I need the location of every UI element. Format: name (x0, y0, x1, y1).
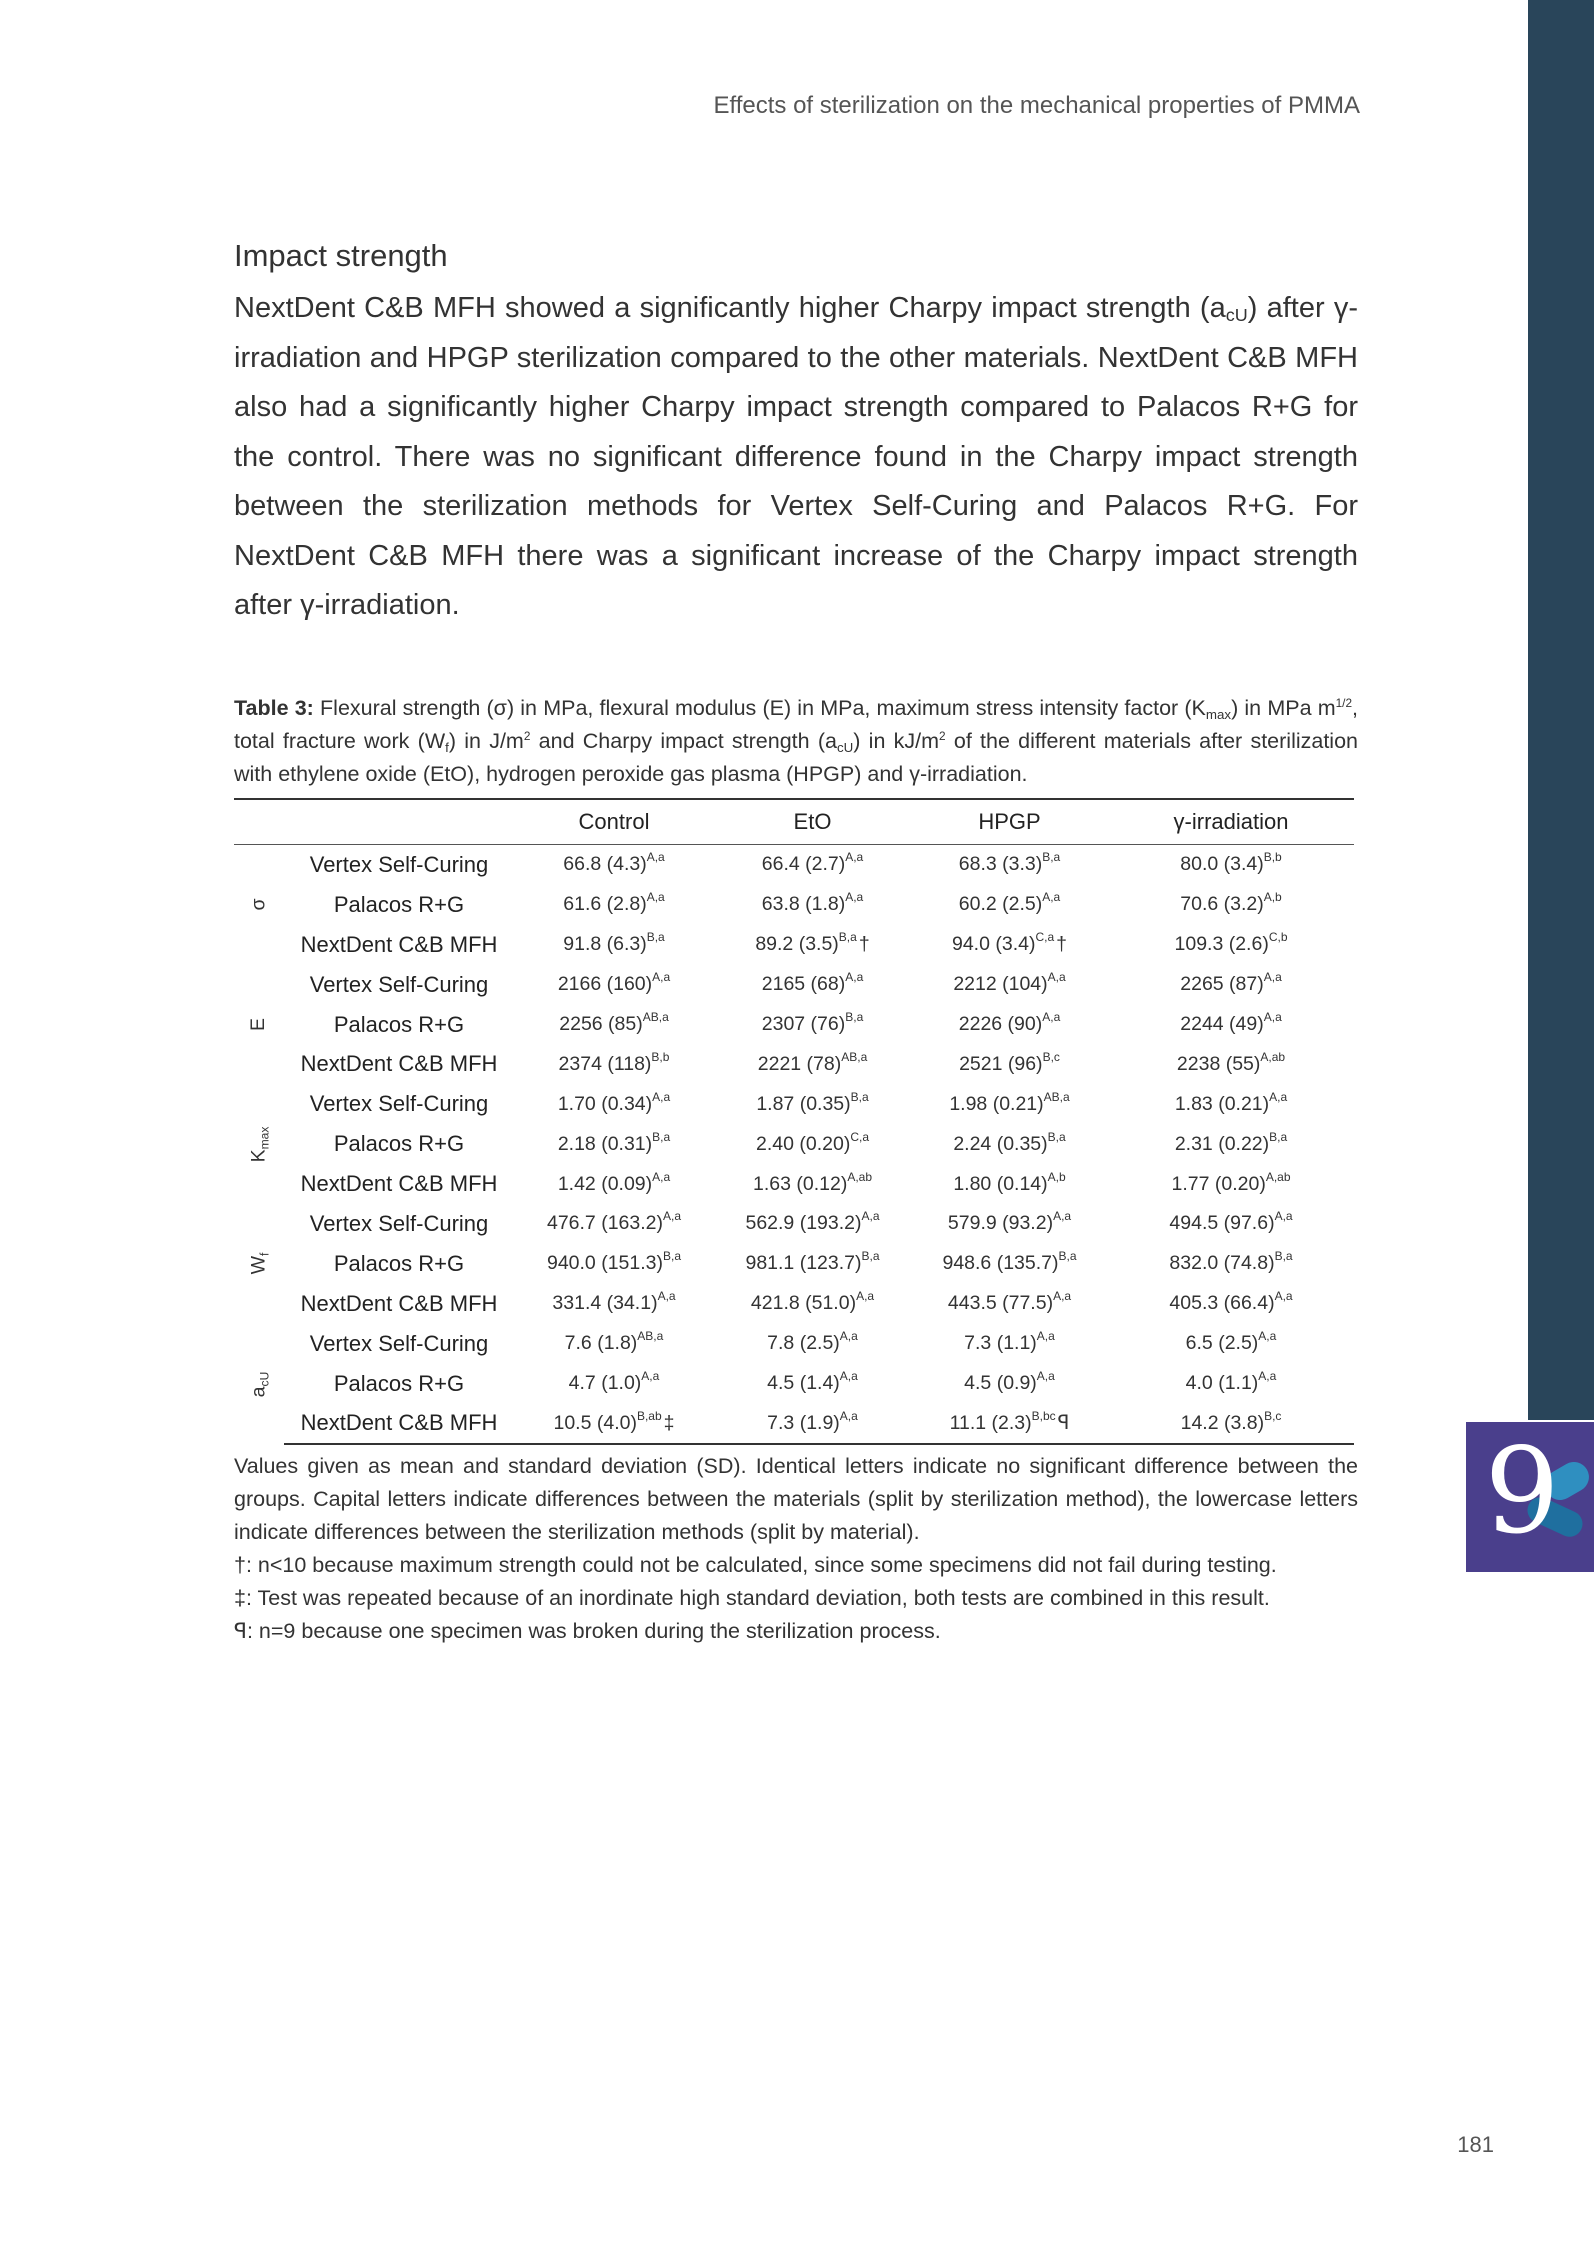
subscript: max (1205, 707, 1232, 722)
value-cell (714, 1204, 911, 1244)
mean-sd: 1.98 (0.21) (949, 1092, 1044, 1115)
mean-sd: 1.42 (0.09) (557, 1172, 653, 1195)
body-paragraph (234, 284, 1358, 631)
property-symbol: σ (247, 898, 270, 911)
mean-sd: 2238 (55) (1176, 1052, 1261, 1075)
value-cell (514, 1204, 714, 1244)
mean-sd: 2226 (90) (958, 1013, 1043, 1035)
material-cell: Palacos R+G (333, 1011, 465, 1037)
mean-sd: 579.9 (93.2) (947, 1212, 1054, 1235)
mean-sd: 331.4 (34.1) (552, 1292, 658, 1315)
table-row (234, 1204, 1354, 1244)
significance-letters: A,a (839, 1408, 858, 1423)
material-cell: Vertex Self-Curing (309, 1210, 489, 1236)
property-cell (234, 965, 284, 1085)
mean-sd: 2221 (78) (757, 1052, 842, 1075)
value-cell (514, 1284, 714, 1324)
mean-sd: 68.3 (3.3) (958, 853, 1043, 876)
value-cell (1108, 1164, 1354, 1204)
property-label (248, 1371, 271, 1397)
mean-sd: 405.3 (66.4) (1169, 1292, 1275, 1315)
mean-sd: 2374 (118) (558, 1052, 652, 1075)
value-cell (911, 1364, 1108, 1404)
mean-sd: 2.40 (0.20) (756, 1132, 851, 1155)
mean-sd: 7.3 (1.9) (767, 1411, 840, 1434)
mean-sd: 476.7 (163.2) (546, 1212, 663, 1235)
significance-letters: A,a (1036, 1329, 1055, 1344)
significance-letters: B,a (1058, 1249, 1077, 1264)
value-cell (714, 925, 911, 965)
table-note: ꟼ: n=9 because one specimen was broken during the sterilization process. (234, 1619, 941, 1643)
table-caption (234, 692, 1358, 791)
significance-letters: B,ab (636, 1408, 662, 1423)
mean-sd: 2.31 (0.22) (1174, 1132, 1270, 1155)
mean-sd: 832.0 (74.8) (1169, 1252, 1275, 1275)
side-band (1528, 0, 1594, 1420)
table-row (234, 925, 1354, 965)
mean-sd: 4.0 (1.1) (1185, 1372, 1259, 1395)
value-cell (911, 1124, 1108, 1164)
value-cell (514, 1124, 714, 1164)
value-cell (514, 845, 714, 885)
value-cell (1108, 1124, 1354, 1164)
significance-letters: B,c (1264, 1408, 1282, 1423)
significance-letters: A,a (1042, 890, 1061, 905)
mean-sd: 940.0 (151.3) (546, 1252, 663, 1275)
significance-letters: B,c (1042, 1049, 1060, 1064)
table-row (234, 1005, 1354, 1045)
superscript: 2 (523, 729, 531, 743)
column-header: HPGP (911, 799, 1108, 845)
property-cell (234, 1204, 284, 1324)
value-cell (911, 845, 1108, 885)
significance-letters: B,a (1047, 1129, 1066, 1144)
mean-sd: 11.1 (2.3) (949, 1412, 1032, 1435)
property-symbol: E (247, 1017, 270, 1032)
table-row (234, 965, 1354, 1005)
significance-letters: A,a (1263, 1010, 1282, 1024)
text-run: ) in J/m (448, 729, 524, 753)
chapter-tab (1466, 1422, 1594, 1572)
table-row (234, 1084, 1354, 1124)
mean-sd: 1.77 (0.20) (1171, 1172, 1266, 1195)
superscript: 2 (939, 729, 946, 743)
property-cell (234, 1084, 284, 1204)
significance-letters: A,a (1053, 1209, 1072, 1224)
significance-letters: A,a (1258, 1369, 1277, 1384)
significance-letters: A,ab (847, 1169, 872, 1184)
value-cell (911, 1204, 1108, 1244)
significance-letters: A,a (1036, 1369, 1055, 1384)
chapter-number: 9 (1484, 1422, 1560, 1560)
significance-letters: A,a (1258, 1329, 1277, 1344)
value-cell (911, 1324, 1108, 1364)
mean-sd: 2256 (85) (559, 1013, 643, 1035)
table-body (234, 845, 1354, 1445)
text-run: ) in MPa m (1231, 696, 1336, 720)
mean-sd: 2521 (96) (959, 1052, 1043, 1075)
mean-sd: 421.8 (51.0) (750, 1292, 857, 1315)
significance-letters: A,a (1047, 970, 1066, 985)
section-title: Impact strength (234, 238, 448, 273)
mean-sd: 2307 (76) (761, 1013, 846, 1035)
superscript: 1/2 (1335, 696, 1353, 710)
value-cell (1108, 1324, 1354, 1364)
value-cell (911, 1005, 1108, 1045)
column-header: EtO (714, 799, 911, 845)
mean-sd: 66.4 (2.7) (761, 853, 846, 876)
significance-letters: A,a (845, 890, 864, 905)
table-note: Values given as mean and standard deviation (SD). Identical letters indicate no significant difference between the groups. Capital letters indicate differences between the materials (split by sterilization method), the lowercase letters indicate differences between the sterilization methods (split by material). (234, 1454, 1358, 1544)
significance-letters: A,ab (1260, 1049, 1286, 1064)
mean-sd: 91.8 (6.3) (563, 933, 647, 956)
table-row (234, 885, 1354, 925)
mean-sd: 63.8 (1.8) (761, 893, 846, 916)
mean-sd: 2212 (104) (953, 973, 1048, 996)
significance-letters: B,a (663, 1249, 682, 1264)
mean-sd: 2165 (68) (761, 973, 846, 996)
mean-sd: 2265 (87) (1180, 973, 1264, 996)
text-run: Flexural strength (σ) in MPa, flexural modulus (E) in MPa, maximum stress intensity factor (K (313, 696, 1206, 720)
significance-letters: A,a (1274, 1209, 1293, 1224)
caption-label: Table 3: (234, 696, 314, 720)
significance-letters: B,a (1269, 1129, 1288, 1144)
mean-sd: 89.2 (3.5) (755, 933, 839, 956)
significance-letters: B,a (652, 1129, 671, 1144)
material-cell: Palacos R+G (333, 1370, 465, 1396)
value-cell (1108, 1005, 1354, 1045)
mean-sd: 494.5 (97.6) (1169, 1212, 1275, 1235)
mean-sd: 14.2 (3.8) (1180, 1411, 1265, 1434)
value-cell (514, 1005, 714, 1045)
mean-sd: 2.24 (0.35) (953, 1132, 1048, 1155)
value-cell (514, 1244, 714, 1284)
material-cell: NextDent C&B MFH (284, 1403, 514, 1444)
significance-letters: B,b (651, 1049, 670, 1064)
value-cell (714, 1084, 911, 1124)
significance-letters: B,a (861, 1249, 880, 1264)
mean-sd: 70.6 (3.2) (1180, 893, 1264, 916)
value-cell (1108, 845, 1354, 885)
material-cell: NextDent C&B MFH (300, 931, 498, 957)
significance-letters: A,a (856, 1289, 875, 1304)
value-cell (714, 1364, 911, 1404)
subscript: cU (836, 740, 854, 755)
material-cell: Vertex Self-Curing (309, 1330, 489, 1356)
value-cell (1108, 1403, 1354, 1444)
mean-sd: 1.80 (0.14) (953, 1172, 1048, 1195)
value-cell (1108, 925, 1354, 965)
value-cell (1108, 1044, 1354, 1084)
value-cell (514, 1403, 714, 1444)
mean-sd: 109.3 (2.6) (1174, 933, 1269, 956)
material-cell: NextDent C&B MFH (300, 1290, 498, 1316)
material-cell: NextDent C&B MFH (300, 1051, 498, 1077)
significance-letters: A,a (652, 1169, 671, 1184)
value-cell (911, 1084, 1108, 1124)
mean-sd: 1.87 (0.35) (756, 1092, 851, 1115)
significance-letters: B,a (850, 1089, 869, 1104)
significance-letters: A,a (663, 1209, 682, 1224)
significance-letters: A,a (652, 1089, 671, 1104)
value-cell (1108, 1364, 1354, 1404)
table-row (234, 1244, 1354, 1284)
significance-letters: C,a (1035, 930, 1055, 945)
mean-sd: 2166 (160) (557, 973, 653, 996)
table-header-row (234, 799, 1354, 845)
value-cell (514, 1084, 714, 1124)
value-cell (911, 965, 1108, 1005)
significance-letters: B,b (1263, 850, 1282, 865)
value-cell (714, 1164, 911, 1204)
mean-sd: 2.18 (0.31) (557, 1132, 653, 1155)
significance-letters: B,a (1274, 1249, 1293, 1264)
significance-letters: A,a (1269, 1089, 1288, 1104)
material-cell: Palacos R+G (333, 891, 465, 917)
property-label (247, 899, 270, 911)
mean-sd: 1.70 (0.34) (557, 1092, 653, 1115)
significance-letters: C,b (1268, 930, 1288, 945)
table-row (234, 1124, 1354, 1164)
text-run: , total fracture work (W (234, 696, 1359, 753)
material-cell: NextDent C&B MFH (300, 1171, 498, 1197)
mean-sd: 80.0 (3.4) (1180, 853, 1264, 876)
value-cell (714, 1005, 911, 1045)
material-cell: Vertex Self-Curing (309, 851, 489, 877)
mean-sd: 981.1 (123.7) (745, 1252, 862, 1275)
text-run: of the different materials after sterilization with ethylene oxide (EtO), hydrogen peroxide gas plasma (HPGP) and γ-irradiation. (234, 729, 1358, 786)
footnote-mark: ꟼ (1057, 1412, 1070, 1435)
significance-letters: A,a (845, 970, 864, 985)
mean-sd: 2244 (49) (1180, 1013, 1264, 1035)
mean-sd: 6.5 (2.5) (1185, 1332, 1259, 1355)
value-cell (514, 1044, 714, 1084)
text-run: ) after γ-irradiation and HPGP sterilization compared to the other materials. NextDent C&B MFH also had a significantly higher Charpy impact strength compared to Palacos R+G for the control. There was no significant difference found in the Charpy impact strength between the sterilization methods for Vertex Self-Curing and Palacos R+G. For NextDent C&B MFH there was a significant increase of the Charpy impact strength after γ-irradiation. (234, 292, 1358, 621)
mean-sd: 4.7 (1.0) (568, 1372, 642, 1395)
property-symbol: W (247, 1256, 270, 1275)
significance-letters: A,a (845, 850, 864, 865)
mean-sd: 562.9 (193.2) (745, 1212, 862, 1235)
value-cell (714, 1244, 911, 1284)
significance-letters: A,b (1047, 1169, 1066, 1184)
property-label (248, 1126, 271, 1162)
significance-letters: A,ab (1265, 1169, 1291, 1184)
mean-sd: 443.5 (77.5) (947, 1292, 1054, 1315)
material-cell: Vertex Self-Curing (309, 1091, 489, 1117)
value-cell (714, 1284, 911, 1324)
property-symbol: K (247, 1149, 270, 1163)
property-cell (234, 1324, 284, 1445)
table-row (234, 1284, 1354, 1324)
mean-sd: 4.5 (0.9) (964, 1372, 1037, 1395)
significance-letters: A,b (1263, 890, 1282, 905)
property-symbol: a (247, 1385, 270, 1397)
value-cell (1108, 885, 1354, 925)
footnote-mark: † (858, 933, 870, 956)
table-notes (234, 1450, 1358, 1648)
significance-letters: A,a (1042, 1010, 1061, 1024)
significance-letters: A,a (839, 1329, 858, 1344)
value-cell (514, 1164, 714, 1204)
text-run: NextDent C&B MFH showed a significantly higher Charpy impact strength (a (234, 292, 1226, 324)
mean-sd: 94.0 (3.4) (951, 933, 1036, 956)
value-cell (911, 1044, 1108, 1084)
column-header: γ-irradiation (1108, 799, 1354, 845)
significance-letters: AB,a (637, 1329, 664, 1344)
table-row (234, 1364, 1354, 1404)
header-cell-empty (284, 799, 514, 845)
property-subscript: max (257, 1126, 272, 1150)
footnote-mark: † (1056, 933, 1067, 956)
significance-letters: A,a (652, 970, 671, 985)
mean-sd: 7.6 (1.8) (564, 1332, 638, 1355)
property-cell (234, 845, 284, 965)
footnote-mark: ‡ (663, 1411, 675, 1434)
column-header: Control (514, 799, 714, 845)
table-row (234, 845, 1354, 885)
table-row (234, 1164, 1354, 1204)
value-cell (714, 1403, 911, 1444)
subscript: cU (1225, 305, 1248, 325)
mean-sd: 4.5 (1.4) (767, 1372, 840, 1395)
mean-sd: 7.8 (2.5) (767, 1332, 840, 1355)
significance-letters: A,a (646, 850, 665, 865)
value-cell (911, 925, 1108, 965)
value-cell (714, 965, 911, 1005)
significance-letters: A,a (1053, 1289, 1072, 1304)
value-cell (714, 885, 911, 925)
table-note: †: n<10 because maximum strength could not be calculated, since some specimens did not fail during testing. (234, 1553, 1277, 1577)
significance-letters: AB,a (1043, 1089, 1070, 1104)
value-cell (514, 925, 714, 965)
value-cell (714, 845, 911, 885)
material-cell: Palacos R+G (333, 1131, 465, 1157)
table-row (234, 1044, 1354, 1084)
significance-letters: AB,a (841, 1049, 868, 1064)
results-table (234, 798, 1354, 1445)
value-cell (514, 1364, 714, 1404)
material-cell: Palacos R+G (333, 1250, 465, 1276)
value-cell (911, 1244, 1108, 1284)
table-row (234, 1403, 1354, 1444)
running-header: Effects of sterilization on the mechanical properties of PMMA (713, 92, 1360, 119)
value-cell (1108, 1284, 1354, 1324)
value-cell (514, 965, 714, 1005)
text-run: ) in kJ/m (853, 729, 940, 753)
mean-sd: 60.2 (2.5) (958, 893, 1043, 916)
property-label (247, 1253, 270, 1275)
value-cell (714, 1044, 911, 1084)
value-cell (514, 1324, 714, 1364)
significance-letters: A,a (861, 1209, 880, 1224)
mean-sd: 948.6 (135.7) (942, 1252, 1059, 1275)
mean-sd: 7.3 (1.1) (964, 1332, 1037, 1355)
significance-letters: A,a (657, 1289, 676, 1304)
value-cell (1108, 1204, 1354, 1244)
significance-letters: A,a (1263, 970, 1282, 985)
significance-letters: B,a (1042, 850, 1061, 865)
value-cell (911, 1403, 1108, 1444)
table-row (234, 1324, 1354, 1364)
value-cell (1108, 965, 1354, 1005)
value-cell (911, 1284, 1108, 1324)
text-run: and Charpy impact strength (a (530, 729, 837, 753)
value-cell (714, 1124, 911, 1164)
material-cell: Vertex Self-Curing (309, 971, 489, 997)
property-subscript: cU (257, 1371, 272, 1386)
mean-sd: 1.83 (0.21) (1174, 1092, 1270, 1115)
table-note: ‡: Test was repeated because of an inordinate high standard deviation, both tests are combined in this result. (234, 1586, 1270, 1610)
mean-sd: 61.6 (2.8) (563, 893, 647, 916)
value-cell (1108, 1084, 1354, 1124)
significance-letters: A,a (1274, 1289, 1293, 1304)
page-number: 181 (1457, 2132, 1494, 2157)
value-cell (1108, 1244, 1354, 1284)
significance-letters: A,a (839, 1369, 858, 1384)
mean-sd: 1.63 (0.12) (753, 1172, 848, 1195)
significance-letters: A,a (641, 1369, 660, 1384)
significance-letters: AB,a (642, 1010, 669, 1024)
mean-sd: 66.8 (4.3) (563, 853, 647, 876)
subscript: f (445, 740, 449, 755)
significance-letters: B,a (845, 1010, 864, 1024)
value-cell (514, 885, 714, 925)
header-cell-empty (234, 799, 284, 845)
significance-letters: B,a (838, 930, 857, 945)
results-table-grid (234, 798, 1354, 1445)
significance-letters: C,a (850, 1129, 869, 1144)
value-cell (911, 885, 1108, 925)
property-label (247, 1018, 270, 1031)
significance-letters: A,a (646, 890, 665, 905)
property-subscript: f (257, 1252, 272, 1257)
value-cell (911, 1164, 1108, 1204)
value-cell (714, 1324, 911, 1364)
significance-letters: B,bc (1031, 1409, 1056, 1424)
mean-sd: 10.5 (4.0) (553, 1411, 637, 1434)
significance-letters: B,a (646, 930, 665, 945)
